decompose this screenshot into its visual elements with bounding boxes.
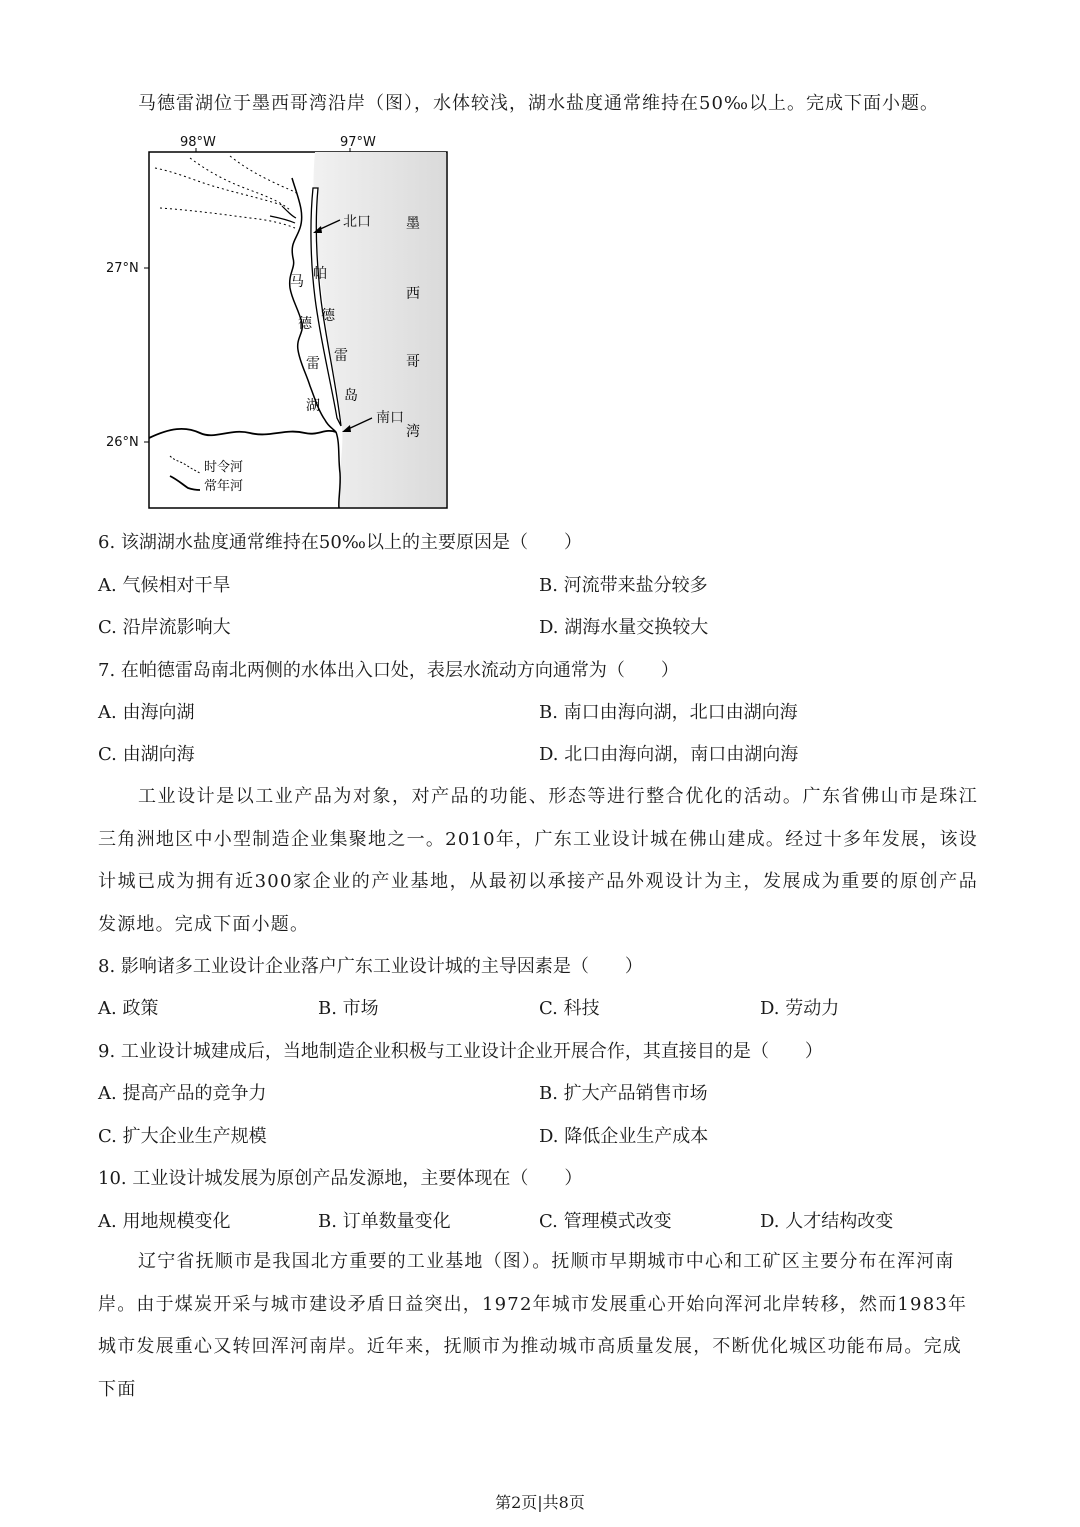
q6-option-d[interactable]: D. 湖海水量交换较大 [539, 617, 709, 638]
island-label-2: 德 [321, 308, 335, 324]
lat-label-26: 26°N [106, 435, 139, 450]
q8-option-c[interactable]: C. 科技 [539, 998, 600, 1019]
q6-option-c[interactable]: C. 沿岸流影响大 [98, 617, 231, 638]
intro-lake: 马德雷湖位于墨西哥湾沿岸（图），水体较浅，湖水盐度通常维持在50‰以上。完成下面小题。 [138, 93, 940, 114]
south-inlet-label: 南口 [376, 410, 404, 426]
question-6-stem: 6. 该湖湖水盐度通常维持在50‰以上的主要原因是（ ） [98, 532, 582, 553]
island-label-3: 雷 [334, 348, 348, 364]
question-7-stem: 7. 在帕德雷岛南北两侧的水体出入口处，表层水流动方向通常为（ ） [98, 660, 679, 681]
island-label-4: 岛 [344, 388, 358, 404]
legend-perennial-river: 常年河 [204, 479, 244, 494]
q7-option-c[interactable]: C. 由湖向海 [98, 744, 195, 765]
q10-option-b[interactable]: B. 订单数量变化 [318, 1211, 451, 1232]
q7-option-d[interactable]: D. 北口由海向湖，南口由湖向海 [539, 744, 799, 765]
legend-seasonal-river: 时令河 [204, 460, 244, 475]
lat-label-27: 27°N [106, 261, 139, 276]
q7-option-b[interactable]: B. 南口由海向湖，北口由湖向海 [539, 702, 798, 723]
intro-industrial-design: 工业设计是以工业产品为对象，对产品的功能、形态等进行整合优化的活动。广东省佛山市是珠江三角洲地区中小型制造企业集聚地之一。2010年，广东工业设计城在佛山建成。经过十多年发展，该设计城已成为拥有近300家企业的产业基地，从最初以承接产品外观设计为主，发展成为重要的原创产品发源地。完成下面小题。 [98, 786, 978, 935]
q9-option-c[interactable]: C. 扩大企业生产规模 [98, 1126, 267, 1147]
question-9-stem: 9. 工业设计城建成后，当地制造企业积极与工业设计企业开展合作，其直接目的是（ ） [98, 1041, 823, 1062]
q9-option-b[interactable]: B. 扩大产品销售市场 [539, 1083, 708, 1104]
north-inlet-label: 北口 [343, 214, 371, 230]
gulf-label-3: 哥 [406, 354, 420, 370]
q6-option-b[interactable]: B. 河流带来盐分较多 [539, 575, 708, 596]
island-label-1: 帕 [313, 266, 327, 282]
q10-option-c[interactable]: C. 管理模式改变 [539, 1211, 672, 1232]
q7-option-a[interactable]: A. 由海向湖 [98, 702, 195, 723]
q8-option-b[interactable]: B. 市场 [318, 998, 379, 1019]
q6-option-a[interactable]: A. 气候相对干旱 [98, 575, 231, 596]
question-8-stem: 8. 影响诸多工业设计企业落户广东工业设计城的主导因素是（ ） [98, 956, 643, 977]
gulf-label-4: 湾 [406, 424, 420, 440]
lake-label-3: 雷 [306, 356, 320, 372]
gulf-label-1: 墨 [406, 216, 420, 232]
intro-fushun: 辽宁省抚顺市是我国北方重要的工业基地（图）。抚顺市早期城市中心和工矿区主要分布在浑河南岸。由于煤炭开采与城市建设矛盾日益突出，1972年城市发展重心开始向浑河北岸转移，然而1983年城市发展重心又转回浑河南岸。近年来，抚顺市为推动城市高质量发展，不断优化城区功能布局。完成下面 [98, 1251, 968, 1400]
q9-option-a[interactable]: A. 提高产品的竞争力 [98, 1083, 267, 1104]
q10-option-a[interactable]: A. 用地规模变化 [98, 1211, 231, 1232]
lon-label-97: 97°W [340, 135, 376, 150]
lake-label-2: 德 [298, 316, 312, 332]
q8-option-d[interactable]: D. 劳动力 [760, 998, 840, 1019]
q10-option-d[interactable]: D. 人才结构改变 [760, 1211, 894, 1232]
gulf-label-2: 西 [406, 286, 420, 302]
lon-label-98: 98°W [180, 135, 216, 150]
lake-map [100, 128, 460, 513]
lake-label-1: 马 [290, 274, 304, 290]
q8-option-a[interactable]: A. 政策 [98, 998, 159, 1019]
question-10-stem: 10. 工业设计城发展为原创产品发源地，主要体现在（ ） [98, 1168, 583, 1189]
q9-option-d[interactable]: D. 降低企业生产成本 [539, 1126, 709, 1147]
lake-label-4: 湖 [306, 398, 320, 414]
page-footer: 第2页|共8页 [495, 1493, 585, 1512]
